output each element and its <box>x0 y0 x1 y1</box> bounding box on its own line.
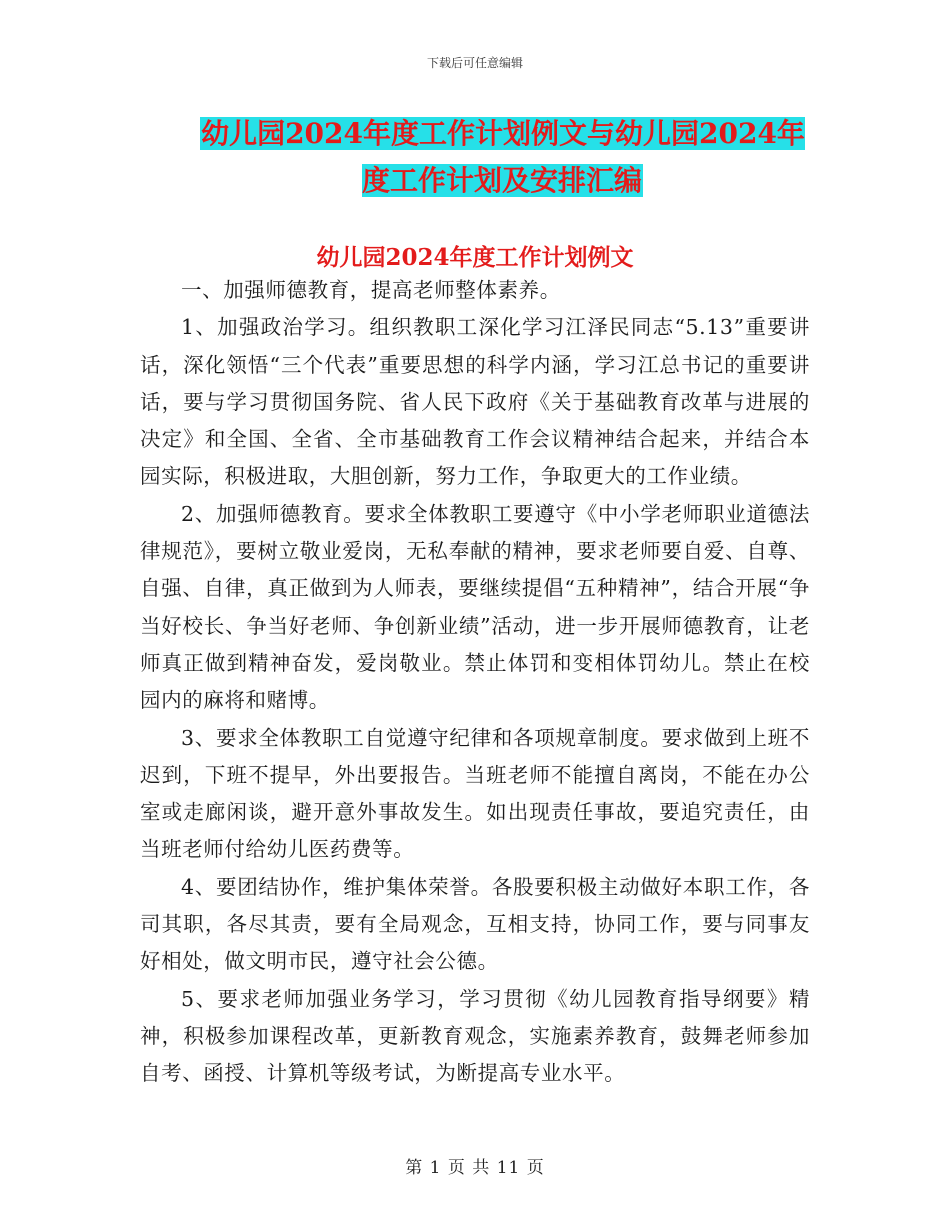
document-title-text: 幼儿园2024年度工作计划例文与幼儿园2024年度工作计划及安排汇编 <box>201 117 805 197</box>
paragraph-item-4: 4、要团结协作，维护集体荣誉。各股要积极主动做好本职工作，各司其职，各尽其责，要有全局观念，互相支持，协同工作，要与同事友好相处，做文明市民，遵守社会公德。 <box>140 874 810 974</box>
paragraph-item-3: 3、要求全体教职工自觉遵守纪律和各项规章制度。要求做到上班不迟到，下班不提早，外出要报告。当班老师不能擅自离岗，不能在办公室或走廊闲谈，避开意外事故发生。如出现责任事故，要追究责任，由当班老师付给幼儿医药费等。 <box>140 725 810 862</box>
document-title <box>190 110 815 204</box>
paragraph-heading-1: 一、加强师德教育，提高老师整体素养。 <box>181 278 561 302</box>
page-number-footer: 第 1 页 共 11 页 <box>405 1158 545 1178</box>
page-header-note: 下载后可任意编辑 <box>426 56 523 70</box>
paragraph-item-5: 5、要求老师加强业务学习，学习贯彻《幼儿园教育指导纲要》精神，积极参加课程改革，更新教育观念，实施素养教育，鼓舞老师参加自考、函授、计算机等级考试，为断提高专业水平。 <box>140 986 810 1086</box>
document-body <box>140 272 810 1093</box>
section-title: 幼儿园2024年度工作计划例文 <box>316 244 634 271</box>
paragraph-item-2: 2、加强师德教育。要求全体教职工要遵守《中小学老师职业道德法律规范》，要树立敬业爱岗，无私奉献的精神，要求老师要自爱、自尊、自强、自律，真正做到为人师表，要继续提倡“五种精神”，结合开展“争当好校长、争当好老师、争创新业绩”活动，进一步开展师德教育，让老师真正做到精神奋发，爱岗敬业。禁止体罚和变相体罚幼儿。禁止在校园内的麻将和赌博。 <box>140 501 810 713</box>
paragraph-item-1: 1、加强政治学习。组织教职工深化学习江泽民同志“5.13”重要讲话，深化领悟“三个代表”重要思想的科学内涵，学习江总书记的重要讲话，要与学习贯彻国务院、省人民下政府《关于基础教育改革与进展的决定》和全国、全省、全市基础教育工作会议精神结合起来，并结合本园实际，积极进取，大胆创新，努力工作，争取更大的工作业绩。 <box>140 315 810 489</box>
